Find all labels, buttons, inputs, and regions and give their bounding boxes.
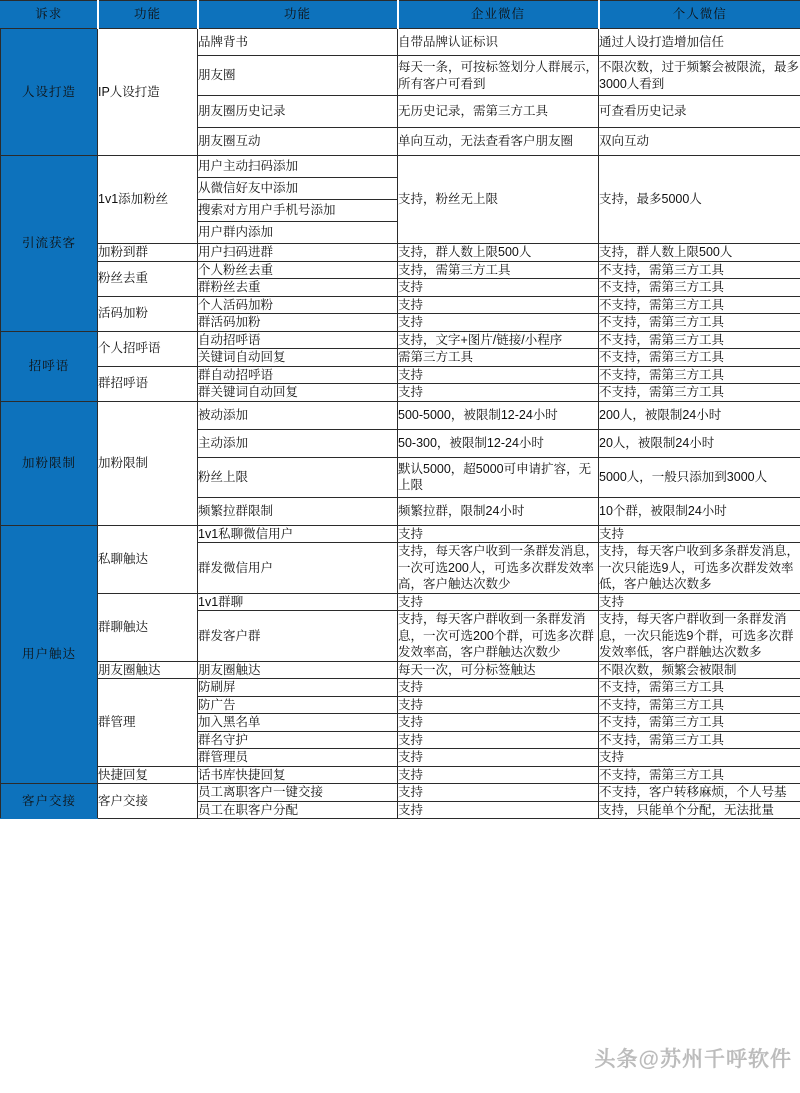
- feature-detail-cell: 用户扫码进群: [198, 244, 398, 262]
- table-row: [1, 366, 800, 384]
- personal-wechat-cell: 10个群，被限制24小时: [599, 497, 800, 525]
- work-wechat-cell: 500-5000，被限制12-24小时: [398, 401, 599, 429]
- personal-wechat-cell: 不支持，需第三方工具: [599, 679, 800, 697]
- work-wechat-cell: 支持: [398, 749, 599, 767]
- personal-wechat-cell: 不支持，需第三方工具: [599, 714, 800, 732]
- personal-wechat-cell: 不支持，需第三方工具: [599, 279, 800, 297]
- table-row: [1, 525, 800, 543]
- work-wechat-cell: 每天一次，可分标签触达: [398, 661, 599, 679]
- feature-detail-cell: 群粉丝去重: [198, 279, 398, 297]
- feature-group-cell: 粉丝去重: [98, 261, 198, 296]
- feature-group-cell: 朋友圈触达: [98, 661, 198, 679]
- feature-detail-cell: 群管理员: [198, 749, 398, 767]
- personal-wechat-cell: 支持，只能单个分配，无法批量: [599, 801, 800, 819]
- personal-wechat-cell: 双向互动: [599, 128, 800, 156]
- personal-wechat-cell: 不支持，需第三方工具: [599, 296, 800, 314]
- feature-group-cell: 群招呼语: [98, 366, 198, 401]
- feature-detail-cell: 频繁拉群限制: [198, 497, 398, 525]
- personal-wechat-cell: 不限次数，频繁会被限制: [599, 661, 800, 679]
- group-cell: 人设打造: [1, 29, 98, 156]
- feature-detail-cell: 群发微信用户: [198, 543, 398, 594]
- feature-detail-cell: 搜索对方用户手机号添加: [198, 200, 398, 222]
- work-wechat-cell: 自带品牌认证标识: [398, 29, 599, 56]
- work-wechat-cell: 频繁拉群，限制24小时: [398, 497, 599, 525]
- personal-wechat-cell: 支持: [599, 593, 800, 611]
- table-row: [1, 593, 800, 611]
- feature-detail-cell: 员工离职客户一键交接: [198, 784, 398, 802]
- feature-detail-cell: 员工在职客户分配: [198, 801, 398, 819]
- table-row: [1, 29, 800, 56]
- personal-wechat-cell: 不限次数，过于频繁会被限流，最多3000人看到: [599, 56, 800, 96]
- work-wechat-cell: 支持: [398, 314, 599, 332]
- work-wechat-cell: 支持: [398, 679, 599, 697]
- group-cell: 加粉限制: [1, 401, 98, 525]
- personal-wechat-cell: 200人，被限制24小时: [599, 401, 800, 429]
- work-wechat-cell: 支持，每天客户群收到一条群发消息，一次可选200个群，可选多次群发效率高，客户群触达次数少: [398, 611, 599, 662]
- work-wechat-cell: 支持: [398, 731, 599, 749]
- work-wechat-cell: 支持: [398, 593, 599, 611]
- group-cell: 客户交接: [1, 784, 98, 819]
- feature-detail-cell: 品牌背书: [198, 29, 398, 56]
- work-wechat-cell: 默认5000，超5000可申请扩容，无上限: [398, 457, 599, 497]
- column-header-feature-detail: 功能: [198, 1, 398, 29]
- feature-detail-cell: 主动添加: [198, 429, 398, 457]
- work-wechat-cell: 需第三方工具: [398, 349, 599, 367]
- table-header: [1, 1, 800, 29]
- feature-group-cell: 客户交接: [98, 784, 198, 819]
- feature-detail-cell: 从微信好友中添加: [198, 178, 398, 200]
- feature-detail-cell: 朋友圈触达: [198, 661, 398, 679]
- personal-wechat-cell: 支持: [599, 525, 800, 543]
- work-wechat-cell: 支持: [398, 714, 599, 732]
- feature-detail-cell: 朋友圈互动: [198, 128, 398, 156]
- column-header-personal-wechat: 个人微信: [599, 1, 800, 29]
- feature-detail-cell: 朋友圈历史记录: [198, 96, 398, 128]
- feature-group-cell: 1v1添加粉丝: [98, 156, 198, 244]
- feature-detail-cell: 群自动招呼语: [198, 366, 398, 384]
- personal-wechat-cell: 支持，每天客户收到多条群发消息，一次只能选9人，可选多次群发效率低，客户触达次数多: [599, 544, 800, 591]
- work-wechat-cell: 单向互动，无法查看客户朋友圈: [398, 128, 599, 156]
- column-header-demand: 诉求: [1, 1, 98, 29]
- work-wechat-cell: 支持，粉丝无上限: [398, 156, 599, 244]
- personal-wechat-cell: 不支持，需第三方工具: [599, 731, 800, 749]
- personal-wechat-cell: 不支持，需第三方工具: [599, 314, 800, 332]
- feature-detail-cell: 用户主动扫码添加: [198, 156, 398, 178]
- feature-group-cell: 活码加粉: [98, 296, 198, 331]
- feature-group-cell: 加粉限制: [98, 401, 198, 525]
- work-wechat-cell: 支持: [398, 801, 599, 819]
- work-wechat-cell: 无历史记录，需第三方工具: [398, 96, 599, 128]
- feature-detail-cell: 群名守护: [198, 731, 398, 749]
- feature-detail-cell: 1v1群聊: [198, 593, 398, 611]
- feature-detail-cell: 群活码加粉: [198, 314, 398, 332]
- feature-detail-cell: 防广告: [198, 696, 398, 714]
- table-row: [1, 766, 800, 784]
- personal-wechat-cell: 20人，被限制24小时: [599, 429, 800, 457]
- work-wechat-cell: 支持: [398, 366, 599, 384]
- group-cell: 引流获客: [1, 156, 98, 332]
- personal-wechat-cell: 5000人，一般只添加到3000人: [599, 457, 800, 497]
- personal-wechat-cell: 支持: [599, 749, 800, 767]
- header-row: [1, 1, 800, 29]
- feature-detail-cell: 群发客户群: [198, 611, 398, 662]
- column-header-work-wechat: 企业微信: [398, 1, 599, 29]
- feature-group-cell: 个人招呼语: [98, 331, 198, 366]
- personal-wechat-cell: 可查看历史记录: [599, 96, 800, 128]
- work-wechat-cell: 每天一条，可按标签划分人群展示，所有客户可看到: [398, 56, 599, 96]
- personal-wechat-cell: 通过人设打造增加信任: [599, 29, 800, 56]
- feature-detail-cell: 1v1私聊微信用户: [198, 525, 398, 543]
- work-wechat-cell: 支持，群人数上限500人: [398, 244, 599, 262]
- feature-group-cell: 群管理: [98, 679, 198, 767]
- feature-detail-cell: 粉丝上限: [198, 457, 398, 497]
- feature-detail-cell: 被动添加: [198, 401, 398, 429]
- work-wechat-cell: 50-300，被限制12-24小时: [398, 429, 599, 457]
- personal-wechat-cell: 支持，每天客户群收到一条群发消息，一次只能选9个群，可选多次群发效率低，客户群触达次数多: [599, 611, 800, 662]
- table-row: [1, 261, 800, 279]
- table-body: [1, 29, 800, 819]
- table-row: [1, 156, 800, 178]
- personal-wechat-cell: 不支持，需第三方工具: [599, 696, 800, 714]
- group-cell: 招呼语: [1, 331, 98, 401]
- work-wechat-cell: 支持: [398, 766, 599, 784]
- personal-wechat-cell: 不支持，客户转移麻烦，个人号基: [599, 784, 800, 802]
- table-row: [1, 661, 800, 679]
- feature-detail-cell: 关键词自动回复: [198, 349, 398, 367]
- feature-group-cell: 快捷回复: [98, 766, 198, 784]
- table-row: [1, 331, 800, 349]
- feature-group-cell: 加粉到群: [98, 244, 198, 262]
- table-row: [1, 784, 800, 802]
- personal-wechat-cell: 支持，群人数上限500人: [599, 244, 800, 262]
- feature-group-cell: 私聊触达: [98, 525, 198, 593]
- work-wechat-cell: 支持: [398, 525, 599, 543]
- personal-wechat-cell: 支持，最多5000人: [599, 156, 800, 244]
- feature-detail-cell: 话书库快捷回复: [198, 766, 398, 784]
- work-wechat-cell: 支持: [398, 784, 599, 802]
- work-wechat-cell: 支持，文字+图片/链接/小程序: [398, 331, 599, 349]
- feature-detail-cell: 自动招呼语: [198, 331, 398, 349]
- personal-wechat-cell: 不支持，需第三方工具: [599, 331, 800, 349]
- feature-detail-cell: 加入黑名单: [198, 714, 398, 732]
- feature-detail-cell: 群关键词自动回复: [198, 384, 398, 402]
- personal-wechat-cell: 不支持，需第三方工具: [599, 349, 800, 367]
- watermark: 头条@苏州千呼软件: [594, 1048, 792, 1071]
- feature-group-cell: 群聊触达: [98, 593, 198, 661]
- group-cell: 用户触达: [1, 525, 98, 784]
- feature-detail-cell: 用户群内添加: [198, 222, 398, 244]
- table-row: [1, 296, 800, 314]
- work-wechat-cell: 支持，需第三方工具: [398, 261, 599, 279]
- personal-wechat-cell: 不支持，需第三方工具: [599, 384, 800, 402]
- feature-detail-cell: 防刷屏: [198, 679, 398, 697]
- table-row: [1, 679, 800, 697]
- work-wechat-cell: 支持: [398, 384, 599, 402]
- work-wechat-cell: 支持，每天客户收到一条群发消息，一次可选200人，可选多次群发效率高，客户触达次数少: [398, 544, 599, 591]
- feature-detail-cell: 个人粉丝去重: [198, 261, 398, 279]
- personal-wechat-cell: 不支持，需第三方工具: [599, 261, 800, 279]
- work-wechat-cell: 支持: [398, 279, 599, 297]
- work-wechat-cell: 支持: [398, 296, 599, 314]
- work-wechat-cell: 支持: [398, 696, 599, 714]
- feature-group-cell: IP人设打造: [98, 29, 198, 156]
- feature-detail-cell: 个人活码加粉: [198, 296, 398, 314]
- table-row: [1, 401, 800, 429]
- feature-detail-cell: 朋友圈: [198, 56, 398, 96]
- column-header-feature-group: 功能: [98, 1, 198, 29]
- table-row: [1, 244, 800, 262]
- personal-wechat-cell: 不支持，需第三方工具: [599, 766, 800, 784]
- personal-wechat-cell: 不支持，需第三方工具: [599, 366, 800, 384]
